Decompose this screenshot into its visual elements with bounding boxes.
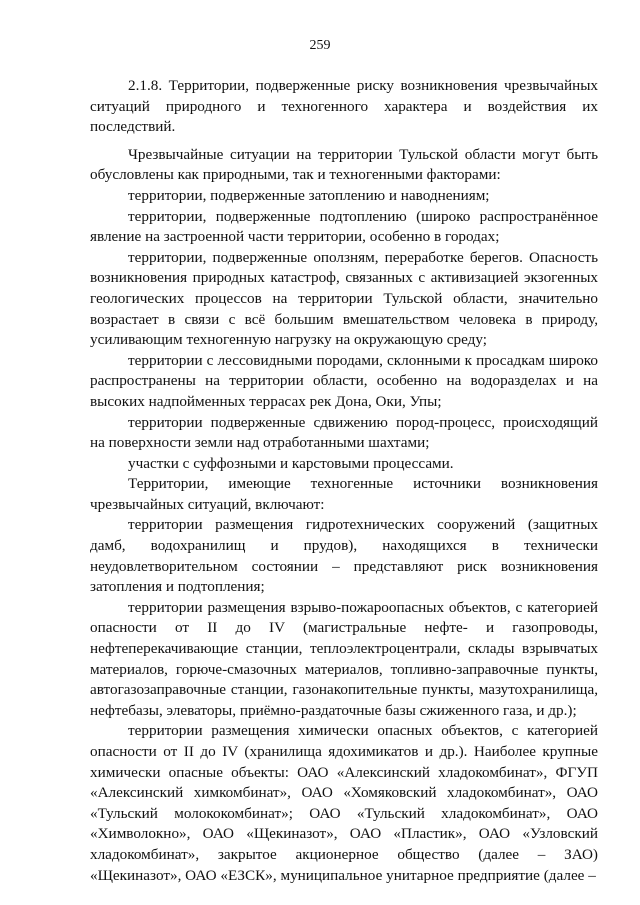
page-number: 259 — [309, 38, 331, 53]
paragraph-intro: Чрезвычайные ситуации на территории Тульской области могут быть обусловлены как природными, так и техногенными факторами: — [90, 145, 598, 184]
paragraph-explosive-objects: территории размещения взрыво-пожароопасных объектов, с категорией опасности от II до IV (магистральные нефте- и газопроводы, нефтеперекачивающие станции, теплоэлектроцентрали, склады взрывчатых материалов, горюче-смазочных материалов, топливно-заправочные пункты, автогазозаправочные станции, газонакопительные пункты, мазутохранилища, нефтебазы, элеваторы, приёмно-раздаточные базы сжиженного газа, и др.); — [90, 598, 598, 719]
paragraph-loess: территории с лессовидными породами, склонными к просадкам широко распространены на территории области, особенно на водоразделах и на высоких надпойменных террасах рек Дона, Оки, Упы; — [90, 351, 598, 410]
paragraph-rock-shift: территории подверженные сдвижению пород-процесс, происходящий на поверхности земли над отработанными шахтами; — [90, 413, 598, 452]
document-body — [90, 76, 598, 886]
section-heading: 2.1.8. Территории, подверженные риску возникновения чрезвычайных ситуаций природного и техногенного характера и воздействия их последствий. — [90, 77, 598, 136]
paragraph-technogenic-intro: Территории, имеющие техногенные источники возникновения чрезвычайных ситуаций, включают: — [90, 475, 598, 513]
paragraph-chemical-objects: территории размещения химически опасных объектов, с категорией опасности от II до IV (хранилища ядохимикатов и др.). Наиболее крупные химически опасные объекты: ОАО «Алексинский хладокомбинат», ФГУП «Алексинский химкомбинат», ОАО «Хомяковский хладокомбинат», ОАО «Тульский молококомбинат»; ОАО «Тульский хладокомбинат», ОАО «Химволокно», ОАО «Щекиназот», ОАО «Пластик», ОАО «Узловский хладокомбинат», закрытое акционерное общество (далее – ЗАО) «Щекиназот», ОАО «ЕЗСК», муниципальное унитарное предприятие (далее – — [90, 722, 598, 884]
paragraph-flooding: территории, подверженные затоплению и наводнениям; — [128, 186, 490, 204]
paragraph-landslides: территории, подверженные оползням, переработке берегов. Опасность возникновения природных катастроф, связанных с активизацией экзогенных геологических процессов на территории Тульской области, значительно возрастает в связи с всё большим вмешательством человека в природу, усиливающим техногенную нагрузку на окружающую среду; — [90, 248, 598, 349]
paragraph-karst: участки с суффозными и карстовыми процессами. — [128, 454, 454, 472]
paragraph-hydro-structures: территории размещения гидротехнических сооружений (защитных дамб, водохранилищ и прудов), находящихся в технически неудовлетворительном состоянии – представляют риск возникновения затопления и подтопления; — [90, 516, 598, 596]
paragraph-underflooding: территории, подверженные подтоплению (широко распространённое явление на застроенной части территории, особенно в городах; — [90, 207, 598, 246]
